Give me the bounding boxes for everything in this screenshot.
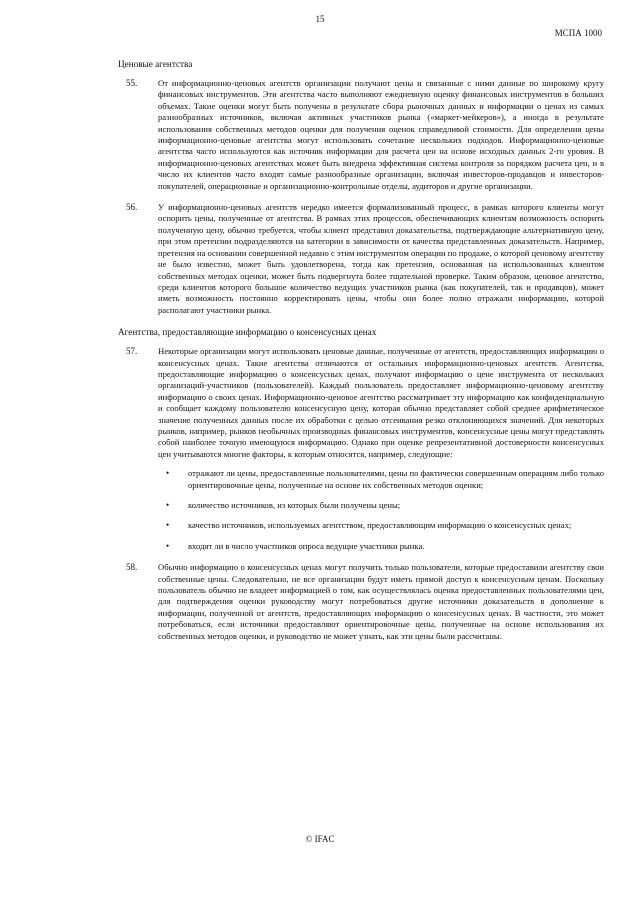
paragraph-55 [118,78,604,192]
list-item [158,468,604,491]
bullet-icon: • [166,468,170,479]
section-heading-consensus-agencies: Агентства, предоставляющие информацию о консенсусных ценах [118,327,377,338]
list-item [158,520,604,531]
page-number: 15 [315,14,325,24]
paragraph-56 [118,202,604,316]
paragraph-number: 57. [126,346,138,357]
bullet-icon: • [166,520,170,531]
copyright-footer: © IFAC [305,834,335,844]
paragraph-text: От информационно-ценовых агентств организации получают цены и связанные с ними данные по широкому кругу финансовых инструментов. Эти агентства часто выполняют ежедневную оценку финансовых инструментов в больших объемах. Такие оценки могут быть получены в результате сбора рыночных данных и информации о ценах из самых разнообразных источников, включая активных участников рынка («маркет-мейкеров»), а иногда в результате использования собственных методов оценки для получения оценок справедливой стоимости. Для определения цены информационно-ценовые агентства могут использовать сочетание нескольких подходов. Информационно-ценовые агентства часто используются как источник информации для расчета цен на основе исходных данных 2-го уровня. В информационно-ценовых агентствах может быть внедрена эффективная система контроля за порядком расчета цен, и в число их клиентов часто входят самые разнообразные организации, включая инвесторов-продавцов и инвесторов-покупателей, операционные и организационно-контрольные отделы, аудиторов и другие организации. [158,78,604,191]
list-item [158,541,604,552]
paragraph-text: Некоторые организации могут использовать ценовые данные, полученные от агентств, предоставляющих информацию о консенсусных ценах. Такие агентства отличаются от остальных информационно-ценовых агентств. Агентства, предоставляющие информацию о консенсусных ценах, получают информацию о цене инструмента от нескольких организаций-участников (пользователей). Каждый пользователь предоставляет информационно-ценовому агентству информацию о своих ценах. Информационно-ценовое агентство рассматривает эту информацию как конфиденциальную и сообщает каждому пользователю консенсусную цену, которая обычно представляет собой среднее арифметическое значение полученных данных после их обработки с целью отсеивания резко отклоняющихся значений. Для некоторых рынков, например, рынков необычных производных финансовых инструментов, консенсусные цены могут представлять собой наиболее точную имеющуюся информацию. Однако при оценке репрезентативной достоверности консенсусных цен учитываются многие факторы, к которым относятся, например, следующие: [158,346,604,459]
paragraph-text: Обычно информацию о консенсусных ценах могут получить только пользователи, которые предоставили агентству свои собственные цены. Следовательно, не все организации будут иметь прямой доступ к консенсусным ценам. Поскольку пользователь обычно не владеет информацией о том, как осуществлялась оценка предоставленных пользователями цен, для подтверждения оценки руководству могут потребоваться другие источники доказательств в дополнение к информации, полученной от агентств, предоставляющих информацию о консенсусных ценах. В частности, это может потребоваться, если источники предоставляют ориентировочные цены, полученные на основе использования их собственных методов оценки, и руководство не может узнать, как эти цены были рассчитаны. [158,562,604,641]
page-content [118,58,604,652]
list-item-text: количество источников, из которых были получены цены; [188,500,401,510]
paragraph-number: 58. [126,562,138,573]
list-item-text: отражают ли цены, предоставленные пользователями, цены по фактически совершенным операциям либо только ориентировочные цены, полученные на основе их собственных методов оценки; [188,468,604,490]
section-heading-price-agencies: Ценовые агентства [118,59,193,69]
paragraph-number: 56. [126,202,138,213]
bullet-icon: • [166,500,170,510]
paragraph-57 [118,346,604,552]
paragraph-58 [118,562,604,642]
list-item-text: качество источников, используемых агентством, предоставляющим информацию о консенсусных ценах; [188,520,572,531]
list-item-text: входят ли в число участников опроса ведущие участники рынка. [188,540,425,551]
paragraph-text: У информационно-ценовых агентств нередко имеется формализованный процесс, в рамках которого клиенты могут оспорить цены, полученные от агентства. В рамках этих процессов, обеспечивающих клиентам возможность оспорить полученную цену, обычно требуется, чтобы клиент представил доказательства, подтверждающие альтернативную цену, при этом претензии подразделяются на категории в зависимости от качества представленных доказательств. Например, претензия на основании совершенной недавно с этим инструментом операции по продаже, о которой ценовому агентству не было известно, может быть удовлетворена, тогда как претензия, основанная на использованных клиентом собственных методах оценки, может быть подвергнута более тщательной проверке. Таким образом, ценовое агентство, среди клиентов которого большое количество ведущих участников рынка (как покупателей, так и продавцов), может иметь возможность постоянно корректировать цены, чтобы они более полно отражали информацию, которой располагают участники рынка. [158,202,604,315]
factor-list [158,468,604,552]
paragraph-number: 55. [126,78,138,88]
list-item [158,500,604,511]
bullet-icon: • [166,540,170,551]
standard-code: МСПА 1000 [554,28,602,38]
